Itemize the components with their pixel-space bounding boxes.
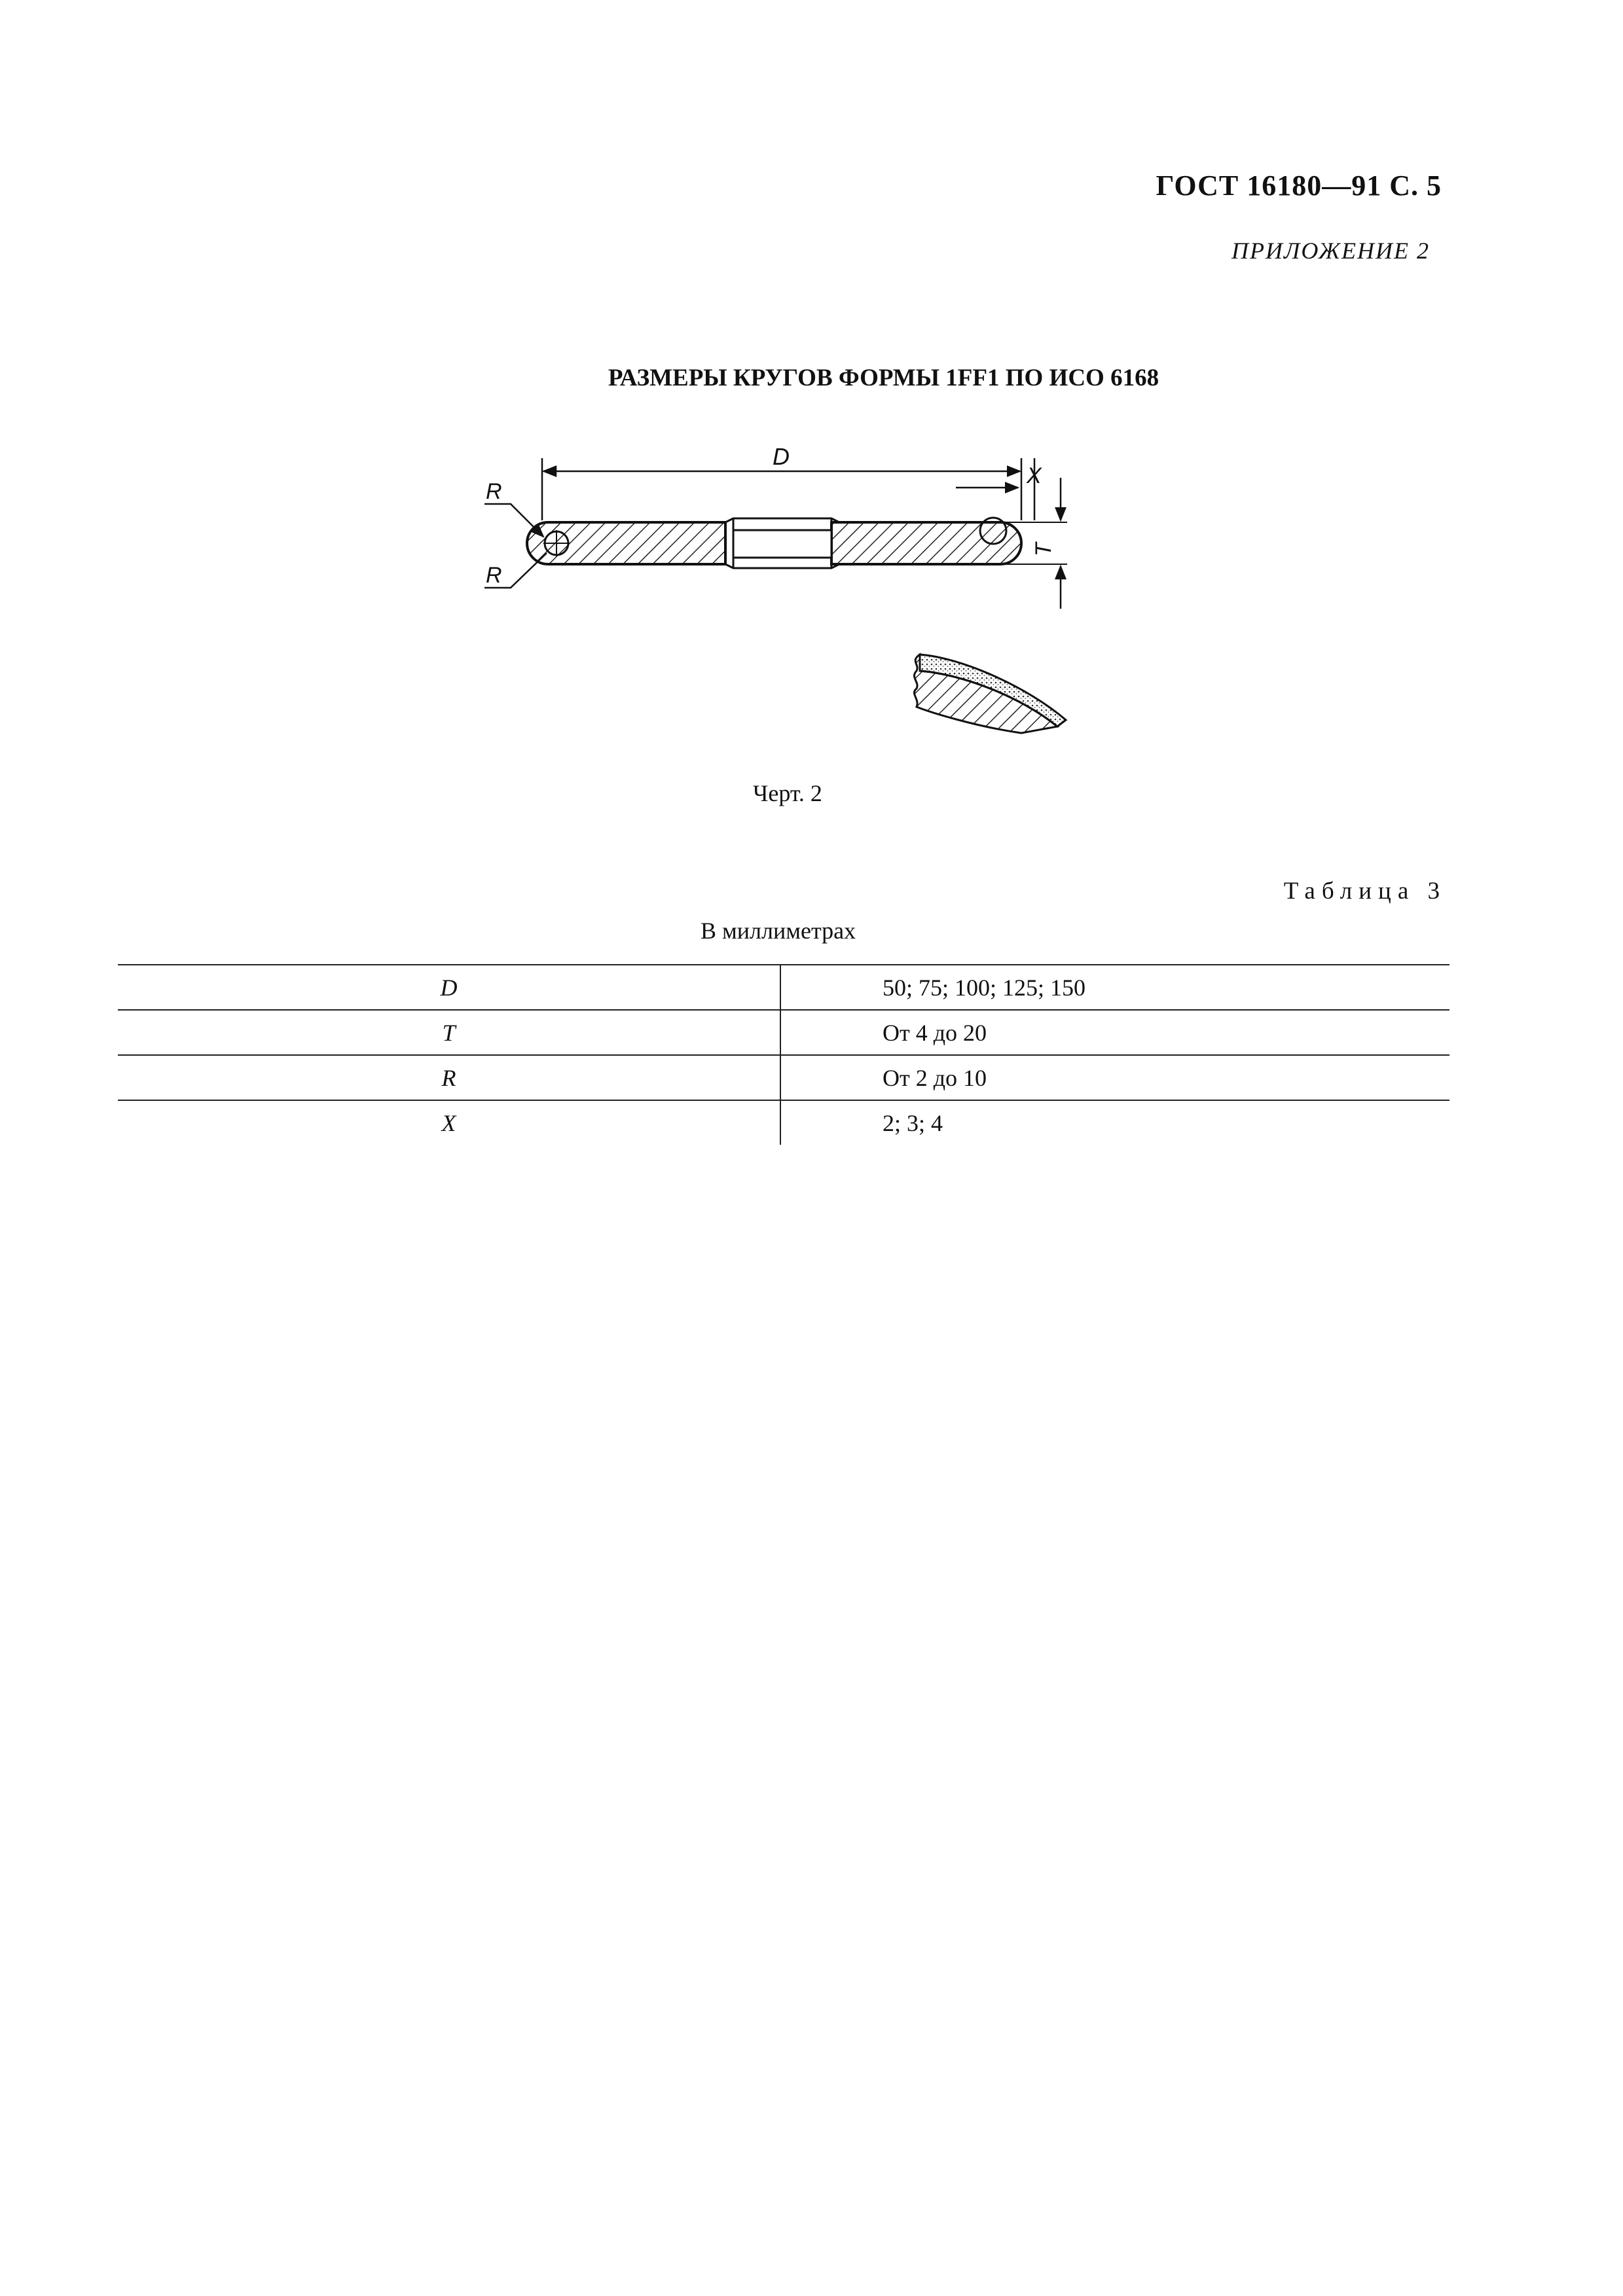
value-cell: 50; 75; 100; 125; 150 — [780, 965, 1450, 1010]
figure-caption: Черт. 2 — [753, 780, 822, 806]
value-cell: 2; 3; 4 — [780, 1100, 1450, 1145]
dimension-d — [542, 443, 1021, 520]
standard-reference: ГОСТ 16180—91 С. 5 — [1156, 170, 1442, 202]
label-r-bottom: R — [486, 563, 502, 588]
param-cell: X — [118, 1100, 780, 1145]
dimensions-table — [118, 964, 1450, 1145]
table-row — [118, 965, 1450, 1010]
section-detail — [914, 655, 1066, 733]
table-units: В миллиметрах — [701, 918, 856, 944]
label-t: T — [1031, 543, 1056, 556]
label-r-top: R — [486, 479, 502, 504]
table-row — [118, 1010, 1450, 1055]
value-cell: От 4 до 20 — [780, 1010, 1450, 1055]
dimension-x — [956, 458, 1042, 520]
table-row — [118, 1100, 1450, 1145]
appendix-label: ПРИЛОЖЕНИЕ 2 — [1231, 238, 1430, 264]
param-cell: T — [118, 1010, 780, 1055]
param-cell: R — [118, 1055, 780, 1100]
document-title: РАЗМЕРЫ КРУГОВ ФОРМЫ 1FF1 ПО ИСО 6168 — [608, 365, 1159, 391]
label-x: X — [1027, 463, 1042, 488]
label-d: D — [773, 443, 790, 470]
value-cell: От 2 до 10 — [780, 1055, 1450, 1100]
table-row — [118, 1055, 1450, 1100]
param-cell: D — [118, 965, 780, 1010]
table-label: Таблица 3 — [1283, 878, 1446, 905]
wheel-drawing — [458, 439, 1126, 746]
